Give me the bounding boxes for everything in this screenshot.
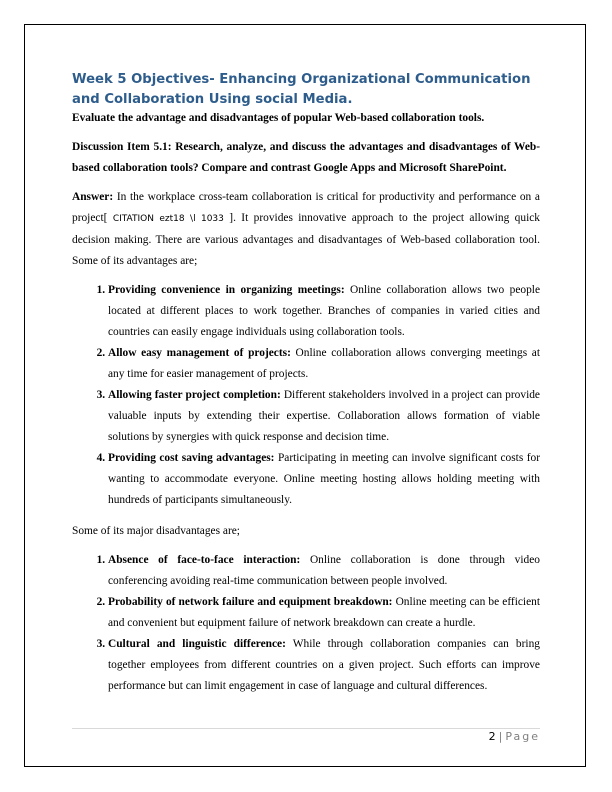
list-item-term: Probability of network failure and equipment breakdown: <box>108 596 393 608</box>
page-number: 2 <box>488 730 496 743</box>
answer-paragraph <box>72 187 540 272</box>
subtitle: Evaluate the advantage and disadvantages of popular Web-based collaboration tools. <box>72 112 485 124</box>
list-item <box>108 550 540 592</box>
answer-label: Answer: <box>72 191 114 203</box>
list-item-text: Online collaboration is done through video conferencing avoiding real-time communication between people involved. <box>108 554 540 587</box>
answer-text-after: ]. It provides innovative approach to the project allowing quick decision making. There are various advantages and disadvantages of Web-based collaboration tool. Some of its advantages are; <box>72 212 540 267</box>
list-item <box>108 280 540 343</box>
advantages-list <box>72 280 540 511</box>
list-item-text: Online collaboration allows converging meetings at any time for easier management of projects. <box>108 347 540 380</box>
list-item-term: Providing convenience in organizing meetings: <box>108 284 345 296</box>
list-item-text: While through collaboration companies can bring together employees from different countries on a given project. Such efforts can improve performance but can limit engagement in case of language and cultural differences. <box>108 638 540 692</box>
document-body <box>72 70 540 707</box>
page-label: Page <box>505 730 540 743</box>
list-item-term: Absence of face-to-face interaction: <box>108 554 301 566</box>
citation-field: CITATION ezt18 \l 1033 <box>107 214 230 224</box>
list-item-text: Different stakeholders involved in a project can provide valuable inputs by extending their expertise. Collaboration allows formation of viable solutions by synergies with quick response and decision time. <box>108 389 540 443</box>
list-item-text: Online collaboration allows two people located at different places to work together. Branches of companies in varied cities and countries can easily engage individuals using collaboration tools. <box>108 284 541 338</box>
disadvantages-intro: Some of its major disadvantages are; <box>72 525 240 537</box>
list-item <box>108 634 540 697</box>
list-item-term: Allowing faster project completion: <box>108 389 281 401</box>
list-item-text: Online meeting can be efficient and convenient but equipment failure of network breakdown can create a hurdle. <box>108 596 540 629</box>
discussion-item: Discussion Item 5.1: Research, analyze, and discuss the advantages and disadvantages of Web-based collaboration tools? Compare and contrast Google Apps and Microsoft SharePoint. <box>72 141 540 174</box>
list-item <box>108 343 540 385</box>
answer-text-before: In the workplace cross-team collaboration is critical for productivity and performance on a project[ <box>72 191 540 224</box>
list-item <box>108 448 540 511</box>
list-item-term: Providing cost saving advantages: <box>108 452 275 464</box>
list-item-term: Cultural and linguistic difference: <box>108 638 286 650</box>
footer-separator: | <box>498 730 503 743</box>
page-title: Week 5 Objectives- Enhancing Organizational Communication and Collaboration Using social Media. <box>72 72 531 107</box>
list-item-text: Participating in meeting can involve significant costs for wanting to accommodate everyone. Online meeting hosting allows holding meeting with hundreds of participants simultaneously. <box>108 452 541 506</box>
page-footer <box>489 730 540 743</box>
disadvantages-list <box>72 550 540 697</box>
list-item <box>108 592 540 634</box>
list-item <box>108 385 540 448</box>
footer-divider <box>72 728 540 729</box>
list-item-term: Allow easy management of projects: <box>108 347 291 359</box>
